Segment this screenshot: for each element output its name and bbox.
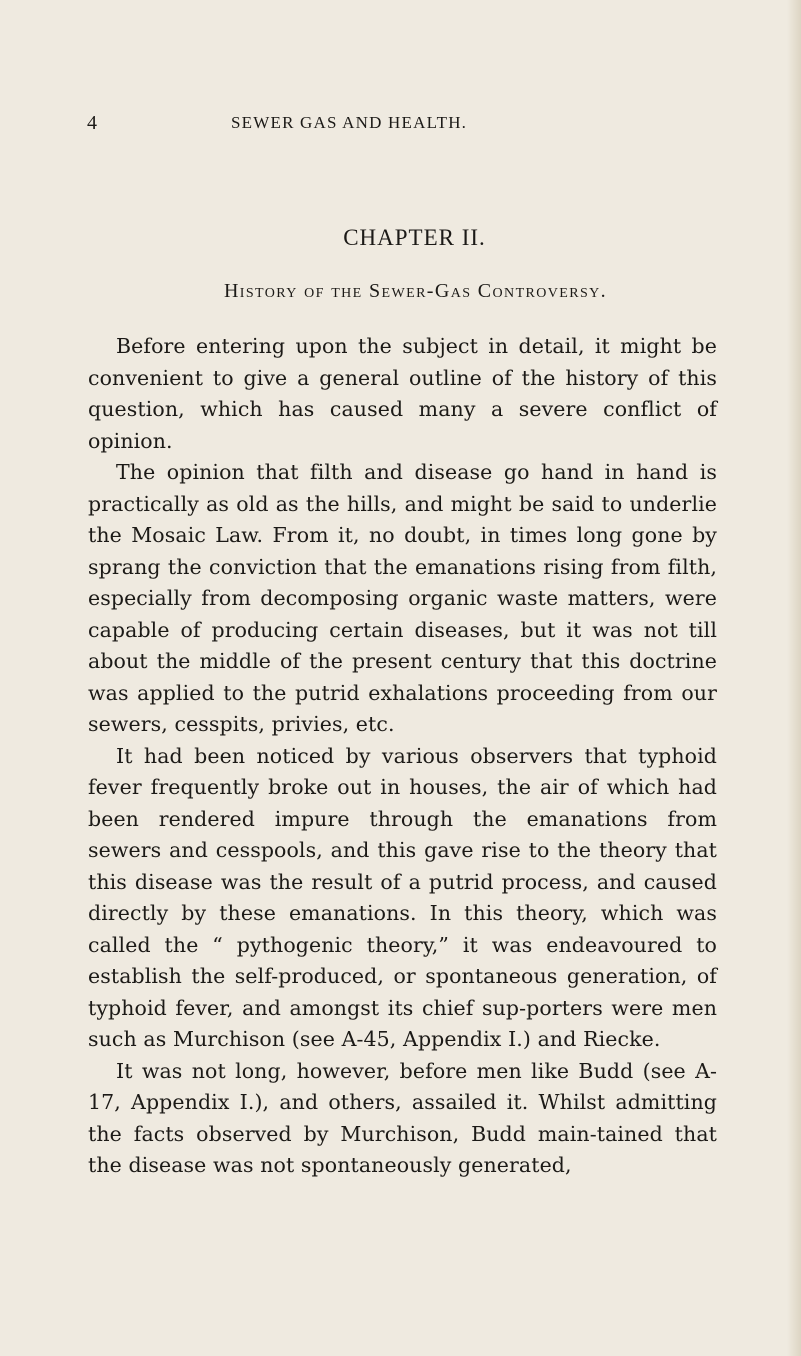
paragraph: It had been noticed by various observers that typhoid fever frequently broke out in houses, the air of which had been rendered impure through the emanations from sewers and cesspools, and this gave rise to the theory that this disease was the result of a putrid process, and caused directly by these emanations. In this theory, which was called the “ pythogenic theory,” it was endeavoured to establish the self-produced, or spontaneous generation, of typhoid fever, and amongst its chief sup-porters were men such as Murchison (see A-45, Appendix I.) and Riecke. (88, 743, 717, 1051)
chapter-title: History of the Sewer-Gas Controversy. (223, 280, 608, 302)
paragraph: Before entering upon the subject in detail, it might be convenient to give a general outline of the history of this question, which has caused many a severe conflict of opinion. (88, 334, 717, 453)
chapter-number: CHAPTER II. (343, 225, 486, 250)
body-text (88, 331, 717, 1182)
running-title: SEWER GAS AND HEALTH. (231, 113, 468, 132)
running-header (0, 112, 801, 136)
page-edge-shadow (787, 0, 801, 1356)
page-number: 4 (87, 112, 98, 134)
paragraph: It was not long, however, before men like Budd (see A-17, Appendix I.), and others, assailed it. Whilst admitting the facts observed by Murchison, Budd main-tained that the disease was not spontaneously generated, (88, 1058, 717, 1177)
paragraph: The opinion that filth and disease go hand in hand is practically as old as the hills, and might be said to underlie the Mosaic Law. From it, no doubt, in times long gone by sprang the conviction that the emanations rising from filth, especially from decomposing organic waste matters, were capable of producing certain diseases, but it was not till about the middle of the present century that this doctrine was applied to the putrid exhalations proceeding from our sewers, cesspits, privies, etc. (88, 460, 717, 736)
